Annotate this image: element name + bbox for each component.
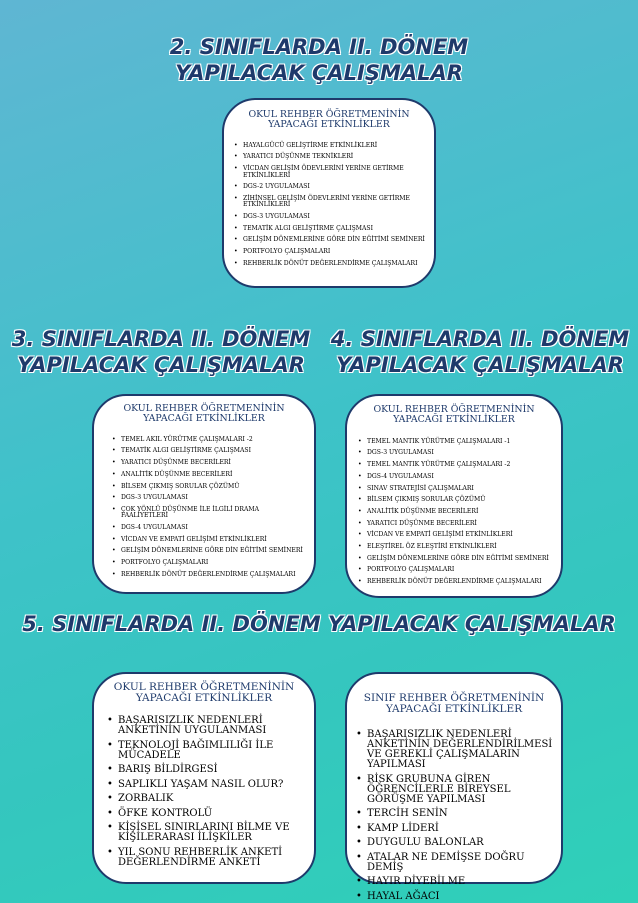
grade3-heading-line1: 3. SINIFLARDA II. DÖNEM	[11, 327, 311, 351]
grade4-card-title-line1: OKUL REHBER ÖĞRETMENİNİN	[373, 404, 535, 415]
list-item: • VİCDAN VE EMPATİ GELİŞİMİ ETKİNLİKLERİ	[367, 532, 557, 538]
list-item: • ÇOK YÖNLÜ DÜŞÜNME İLE İLGİLİ DRAMA FAALİYETLERİ	[121, 507, 261, 520]
grade5-left-card	[92, 672, 316, 884]
list-item: • DGS-3 UYGULAMASI	[121, 495, 308, 501]
list-item: • DUYGULU BALONLAR	[367, 838, 557, 848]
grade5-left-card-title-line1: OKUL REHBER ÖĞRETMENİNİN	[113, 681, 295, 693]
grade4-heading-line2: YAPILACAK ÇALIŞMALAR	[336, 353, 624, 378]
list-item: • ZİHİNSEL GELİŞİM ÖDEVLERİNİ YERİNE GETİRME ETKİNLİKLERİ	[243, 196, 426, 209]
list-item: • ANALİTİK DÜŞÜNME BECERİLERİ	[121, 472, 308, 478]
grade5-right-card	[345, 672, 563, 902]
list-item: • GELİŞİM DÖNEMLERİNE GÖRE DİN EĞİTİMİ SEMİNERİ	[243, 237, 426, 243]
grade4-activity-list	[367, 439, 557, 586]
grade5-right-activity-list	[367, 730, 557, 902]
list-item: • KAMP LİDERİ	[367, 824, 557, 834]
list-item: • TEMEL MANTIK YÜRÜTME ÇALIŞMALARI -2	[367, 462, 557, 468]
grade3-card-title-line1: OKUL REHBER ÖĞRETMENİNİN	[123, 403, 285, 414]
list-item: • PORTFOLYO ÇALIŞMALARI	[243, 249, 426, 255]
list-item: • PORTFOLYO ÇALIŞMALARI	[121, 560, 308, 566]
list-item: • HAYAL AĞACI	[367, 892, 557, 902]
grade4-card-title-line2: YAPACAĞI ETKİNLİKLER	[393, 413, 515, 425]
list-item: • BAŞARISIZLIK NEDENLERİ ANKETİNİN UYGULANMASI	[118, 716, 286, 736]
grade4-card	[345, 394, 563, 598]
grade5-left-card-title-line2: YAPACAĞI ETKİNLİKLER	[135, 692, 273, 705]
list-item: • GELİŞİM DÖNEMLERİNE GÖRE DİN EĞİTİMİ SEMİNERİ	[367, 556, 557, 562]
grade3-heading	[8, 326, 314, 379]
list-item: • DGS-4 UYGULAMASI	[367, 474, 557, 480]
list-item: • BİLSEM ÇIKMIŞ SORULAR ÇÖZÜMÜ	[121, 484, 308, 490]
list-item: • TEMEL AKIL YÜRÜTME ÇALIŞMALARI -2	[121, 437, 308, 443]
list-item: • HAYALGÜCÜ GELİŞTİRME ETKİNLİKLERİ	[243, 143, 426, 149]
list-item: • GELİŞİM DÖNEMLERİNE GÖRE DİN EĞİTİMİ SEMİNERİ	[121, 548, 308, 554]
list-item: • RİSK GRUBUNA GİREN ÖĞRENCİLERLE BİREYSEL GÖRÜŞME YAPILMASI	[367, 775, 555, 805]
grade2-card-title	[234, 110, 424, 130]
grade3-heading-line2: YAPILACAK ÇALIŞMALAR	[17, 353, 305, 378]
grade3-card	[92, 394, 316, 594]
list-item: • DGS-3 UYGULAMASI	[243, 214, 426, 220]
grade4-card-title	[359, 405, 549, 425]
list-item: • PORTFOLYO ÇALIŞMALARI	[367, 567, 557, 573]
list-item: • ZORBALIK	[118, 794, 308, 804]
list-item: • ATALAR NE DEMİŞSE DOĞRU DEMİŞ	[367, 853, 557, 873]
list-item: • ELEŞTİREL ÖZ ELEŞTİRİ ETKİNLİKLERİ	[367, 544, 557, 550]
grade5-left-activity-list	[118, 716, 308, 868]
list-item: • DGS-3 UYGULAMASI	[367, 450, 557, 456]
list-item: • YARATICI DÜŞÜNME BECERİLERİ	[367, 521, 557, 527]
list-item: • ANALİTİK DÜŞÜNME BECERİLERİ	[367, 509, 557, 515]
list-item: • DGS-4 UYGULAMASI	[121, 525, 308, 531]
grade5-right-card-title	[354, 693, 554, 715]
grade2-heading-line2: YAPILACAK ÇALIŞMALAR	[175, 61, 463, 86]
grade4-heading-line1: 4. SINIFLARDA II. DÖNEM	[330, 327, 630, 351]
list-item: • REHBERLİK DÖNÜT DEĞERLENDİRME ÇALIŞMALARI	[367, 579, 557, 585]
grade2-activity-list	[243, 143, 426, 267]
list-item: • HAYIR DİYEBİLME	[367, 877, 557, 887]
grade3-activity-list	[121, 437, 308, 578]
list-item: • KİŞİSEL SINIRLARINI BİLME VE KİŞİLERARASI İLİŞKİLER	[118, 823, 308, 843]
list-item: • BAŞARISIZLIK NEDENLERİ ANKETİNİN DEĞERLENDİRİLMESİ VE GEREKLİ ÇALIŞMALARIN YAPILMASI	[367, 730, 555, 770]
list-item: • TEMEL MANTIK YÜRÜTME ÇALIŞMALARI -1	[367, 439, 557, 445]
grade2-heading	[160, 34, 478, 87]
grade5-heading	[8, 611, 630, 637]
grade2-card-title-line2: YAPACAĞI ETKİNLİKLER	[268, 118, 390, 130]
list-item: • VİCDAN VE EMPATİ GELİŞİMİ ETKİNLİKLERİ	[121, 537, 308, 543]
list-item: • ÖFKE KONTROLÜ	[118, 809, 308, 819]
grade5-right-card-title-line2: YAPACAĞI ETKİNLİKLER	[385, 703, 523, 716]
grade5-left-card-title	[104, 682, 304, 704]
list-item: • BİLSEM ÇIKMIŞ SORULAR ÇÖZÜMÜ	[367, 497, 557, 503]
grade5-right-card-title-line1: SINIF REHBER ÖĞRETMENİNİN	[363, 692, 545, 704]
grade2-heading-line1: 2. SINIFLARDA II. DÖNEM	[169, 35, 469, 59]
grade2-card-title-line1: OKUL REHBER ÖĞRETMENİNİN	[248, 109, 410, 120]
grade4-heading	[328, 326, 632, 379]
grade3-card-title	[109, 404, 299, 424]
list-item: • TEMATİK ALGI GELİŞTİRME ÇALIŞMASI	[121, 448, 308, 454]
grade2-card	[222, 98, 436, 288]
list-item: • SINAV STRATEJİSİ ÇALIŞMALARI	[367, 486, 557, 492]
list-item: • TEKNOLOJİ BAĞIMLILIĞI İLE MÜCADELE	[118, 741, 286, 761]
list-item: • REHBERLİK DÖNÜT DEĞERLENDİRME ÇALIŞMALARI	[121, 572, 308, 578]
grade5-heading-text: 5. SINIFLARDA II. DÖNEM YAPILACAK ÇALIŞMALAR	[22, 612, 616, 636]
list-item: • TEMATİK ALGI GELİŞTİRME ÇALIŞMASI	[243, 226, 426, 232]
list-item: • VİCDAN GELİŞİM ÖDEVLERİNİ YERİNE GETİRME ETKİNLİKLERİ	[243, 166, 426, 179]
list-item: • YARATICI DÜŞÜNME TEKNİKLERİ	[243, 154, 426, 160]
list-item: • REHBERLİK DÖNÜT DEĞERLENDİRME ÇALIŞMALARI	[243, 261, 426, 267]
list-item: • TERCİH SENİN	[367, 809, 557, 819]
list-item: • YIL SONU REHBERLİK ANKETİ DEĞERLENDİRME ANKETİ	[118, 848, 298, 868]
list-item: • BARIŞ BİLDİRGESİ	[118, 765, 308, 775]
grade3-card-title-line2: YAPACAĞI ETKİNLİKLER	[143, 412, 265, 424]
list-item: • YARATICI DÜŞÜNME BECERİLERİ	[121, 460, 308, 466]
list-item: • SAPLIKLI YAŞAM NASIL OLUR?	[118, 780, 308, 790]
list-item: • DGS-2 UYGULAMASI	[243, 184, 426, 190]
